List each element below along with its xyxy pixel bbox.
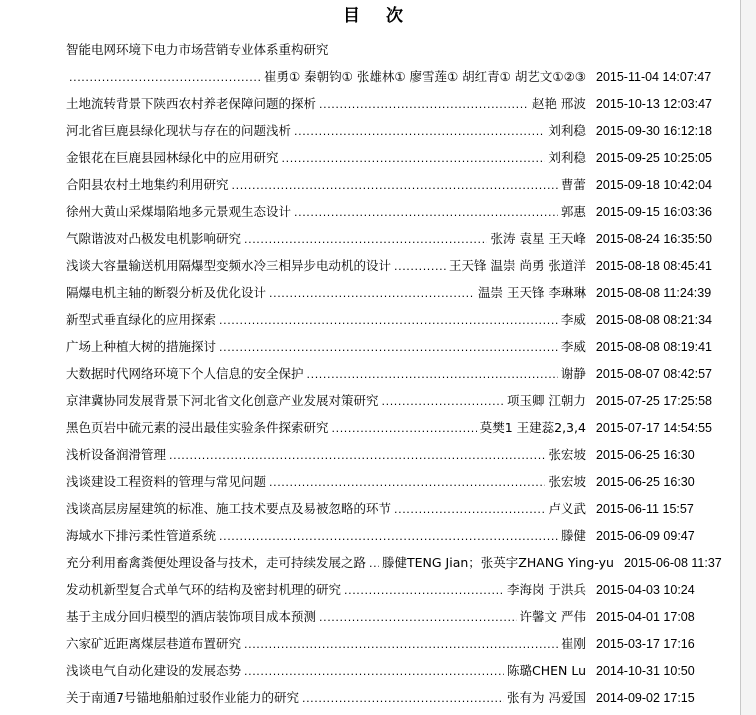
dot-leader (269, 279, 475, 307)
toc-entry-date: 2015-08-18 08:45:41 (595, 259, 712, 273)
toc-entry-date: 2015-08-08 08:19:41 (595, 340, 712, 354)
dot-leader (244, 630, 558, 658)
toc-entry-row[interactable] (66, 414, 712, 441)
dot-leader (269, 468, 545, 496)
toc-entry-authors: 赵艳 邢波 (531, 96, 586, 111)
dot-leader (332, 414, 477, 442)
toc-entry-authors: 谢静 (560, 366, 586, 381)
toc-entry-date: 2015-06-09 09:47 (596, 529, 695, 543)
toc-entry-row[interactable] (66, 603, 712, 630)
dot-leader (219, 333, 558, 361)
toc-entry-date: 2014-09-02 17:15 (596, 691, 695, 705)
toc-entry-date: 2015-10-13 12:03:47 (595, 97, 712, 111)
toc-entry-date: 2015-09-30 16:12:18 (595, 124, 712, 138)
toc-entry-row[interactable] (66, 63, 712, 90)
toc-entry-authors: 许馨文 严伟 (519, 609, 586, 624)
toc-entry-row[interactable] (66, 495, 712, 522)
toc-entry-row[interactable] (66, 306, 712, 333)
toc-entry-date: 2015-11-04 14:07:47 (596, 70, 712, 84)
dot-leader (232, 171, 558, 199)
page-gutter (741, 0, 756, 715)
toc-entry-authors: 崔勇① 秦朝钧① 张雄林① 廖雪莲① 胡红青① 胡艺文①②③ (263, 69, 586, 84)
toc-entry-authors: 李威 (560, 339, 586, 354)
toc-entry-title[interactable]: 浅析设备润滑管理 (66, 447, 167, 462)
toc-entry-authors: 张涛 袁星 王天峰 (490, 231, 586, 246)
toc-entry-authors: 曹蕾 (560, 177, 586, 192)
toc-entry-title[interactable]: 京津冀协同发展背景下河北省文化创意产业发展对策研究 (66, 393, 379, 408)
toc-entry-title[interactable]: 浅谈建设工程资料的管理与常见问题 (66, 474, 267, 489)
toc-entry-authors: 张宏坡 (548, 474, 586, 489)
toc-heading: 目 次 (343, 6, 413, 26)
toc-entry-authors: 莫樊1 王建蕊2,3,4 (479, 420, 586, 435)
dot-leader (307, 360, 558, 388)
dot-leader (319, 90, 529, 118)
toc-entry-authors: 张有为 冯爱国 (507, 690, 586, 705)
dot-leader (344, 576, 504, 604)
toc-entry-row[interactable] (66, 657, 712, 684)
dot-leader (282, 144, 546, 172)
dot-leader (294, 117, 545, 145)
toc-entry-row[interactable] (66, 117, 712, 144)
toc-entry-date: 2014-10-31 10:50 (596, 664, 695, 678)
toc-entry-title[interactable]: 黑色页岩中硫元素的浸出最佳实验条件探索研究 (66, 420, 329, 435)
toc-entry-date: 2015-08-24 16:35:50 (595, 232, 712, 246)
toc-entry-date: 2015-06-08 11:37 (623, 556, 722, 570)
dot-leader (369, 549, 379, 577)
toc-entry-title[interactable]: 徐州大黄山采煤塌陷地多元景观生态设计 (66, 204, 292, 219)
toc-entry-date: 2015-07-17 14:54:55 (595, 421, 712, 435)
toc-entry-date: 2015-08-08 11:24:39 (596, 286, 712, 300)
toc-entry-row[interactable] (66, 198, 712, 225)
toc-entry-date: 2015-09-18 10:42:04 (595, 178, 712, 192)
toc-entry-row[interactable] (66, 522, 712, 549)
dot-leader (219, 522, 558, 550)
dot-leader (382, 387, 504, 415)
dot-leader (244, 225, 487, 253)
toc-entry-title[interactable]: 浅谈高层房屋建筑的标准、施工技术要点及易被忽略的环节 (66, 501, 392, 516)
toc-entry-title[interactable]: 关于南通7号锚地船舶过驳作业能力的研究 (66, 690, 299, 705)
toc-entry-title[interactable]: 充分利用畜禽粪便处理设备与技术，走可持续发展之路 (66, 555, 367, 570)
toc-entry-row[interactable] (66, 576, 712, 603)
toc-entry-authors: 卢义武 (548, 501, 586, 516)
toc-entry-row[interactable] (66, 225, 712, 252)
toc-entry-authors: 温崇 王天锋 李琳琳 (478, 285, 586, 300)
toc-entry-title[interactable]: 广场上种植大树的措施探讨 (66, 339, 217, 354)
toc-entry-title[interactable]: 隔爆电机主轴的断裂分析及优化设计 (66, 285, 267, 300)
toc-entry-date: 2015-08-08 08:21:34 (595, 313, 712, 327)
toc-entry-authors: 崔刚 (560, 636, 586, 651)
toc-entry-title[interactable]: 智能电网环境下电力市场营销专业体系重构研究 (66, 42, 329, 57)
toc-entry-authors: 郭惠 (560, 204, 586, 219)
toc-entry-date: 2015-09-25 10:25:05 (595, 151, 712, 165)
dot-leader (169, 441, 545, 469)
toc-entry-authors: 陈璐CHEN Lu (506, 663, 586, 678)
toc-entry-title[interactable]: 气隙谐波对凸极发电机影响研究 (66, 231, 242, 246)
toc-entry-title[interactable]: 海域水下排污柔性管道系统 (66, 528, 217, 543)
toc-entry-row[interactable] (66, 360, 712, 387)
toc-entry-title[interactable]: 发动机新型复合式单气环的结构及密封机理的研究 (66, 582, 342, 597)
toc-entry-authors: 项玉卿 江朝力 (506, 393, 586, 408)
toc-entry-title[interactable]: 新型式垂直绿化的应用探索 (66, 312, 217, 327)
toc-entry-list (66, 36, 722, 711)
dot-leader (302, 684, 504, 712)
toc-entry-date: 2015-06-11 15:57 (596, 502, 694, 516)
toc-entry-authors: 李威 (560, 312, 586, 327)
dot-leader (319, 603, 517, 631)
toc-entry-row[interactable] (66, 630, 712, 657)
toc-entry-title[interactable]: 浅谈大容量输送机用隔爆型变频水冷三相异步电动机的设计 (66, 258, 392, 273)
toc-entry-row[interactable] (66, 468, 712, 495)
toc-entry-title[interactable]: 合阳县农村土地集约利用研究 (66, 177, 229, 192)
toc-entry-title[interactable]: 大数据时代网络环境下个人信息的安全保护 (66, 366, 304, 381)
toc-entry-row[interactable] (66, 171, 712, 198)
toc-entry-date: 2015-04-01 17:08 (596, 610, 695, 624)
toc-entry-date: 2015-08-07 08:42:57 (595, 367, 712, 381)
toc-entry-date: 2015-06-25 16:30 (596, 448, 695, 462)
toc-entry-row[interactable] (66, 441, 712, 468)
toc-entry-title[interactable]: 基于主成分回归模型的酒店装饰项目成本预测 (66, 609, 317, 624)
toc-entry-row[interactable] (66, 252, 712, 279)
toc-entry-date: 2015-03-17 17:16 (596, 637, 695, 651)
toc-entry-date: 2015-06-25 16:30 (596, 475, 695, 489)
toc-entry-row[interactable] (66, 684, 712, 711)
toc-entry-row[interactable] (66, 549, 722, 576)
toc-entry-title[interactable]: 土地流转背景下陕西农村养老保障问题的探析 (66, 96, 317, 111)
toc-entry-row[interactable] (66, 387, 712, 414)
toc-entry-authors: 刘利稳 (548, 150, 586, 165)
toc-entry-date: 2015-04-03 10:24 (596, 583, 695, 597)
toc-entry-title[interactable]: 六家矿近距离煤层巷道布置研究 (66, 636, 242, 651)
dot-leader (394, 252, 446, 280)
dot-leader (394, 495, 545, 523)
dot-leader (244, 657, 504, 685)
toc-entry-authors: 张宏坡 (548, 447, 586, 462)
toc-entry-title[interactable]: 浅谈电气自动化建设的发展态势 (66, 663, 242, 678)
toc-entry-row[interactable] (66, 333, 712, 360)
dot-leader (69, 63, 261, 91)
toc-entry-row[interactable] (66, 90, 712, 117)
toc-entry-date: 2015-07-25 17:25:58 (595, 394, 712, 408)
toc-entry-authors: 滕健 (560, 528, 586, 543)
toc-entry-row[interactable] (66, 279, 712, 306)
toc-entry-row[interactable] (66, 144, 712, 171)
toc-entry-authors: 李海岗 于洪兵 (507, 582, 586, 597)
toc-entry-authors: 刘利稳 (548, 123, 586, 138)
toc-entry-title[interactable]: 河北省巨鹿县绿化现状与存在的问题浅析 (66, 123, 292, 138)
dot-leader (294, 198, 558, 226)
toc-entry-authors: 王天锋 温崇 尚勇 张道洋 (449, 258, 586, 273)
toc-entry-title[interactable]: 金银花在巨鹿县园林绿化中的应用研究 (66, 150, 279, 165)
toc-entry-date: 2015-09-15 16:03:36 (595, 205, 712, 219)
dot-leader (219, 306, 558, 334)
toc-entry-authors: 滕健TENG Jian；张英宇ZHANG Ying-yu (382, 555, 614, 570)
